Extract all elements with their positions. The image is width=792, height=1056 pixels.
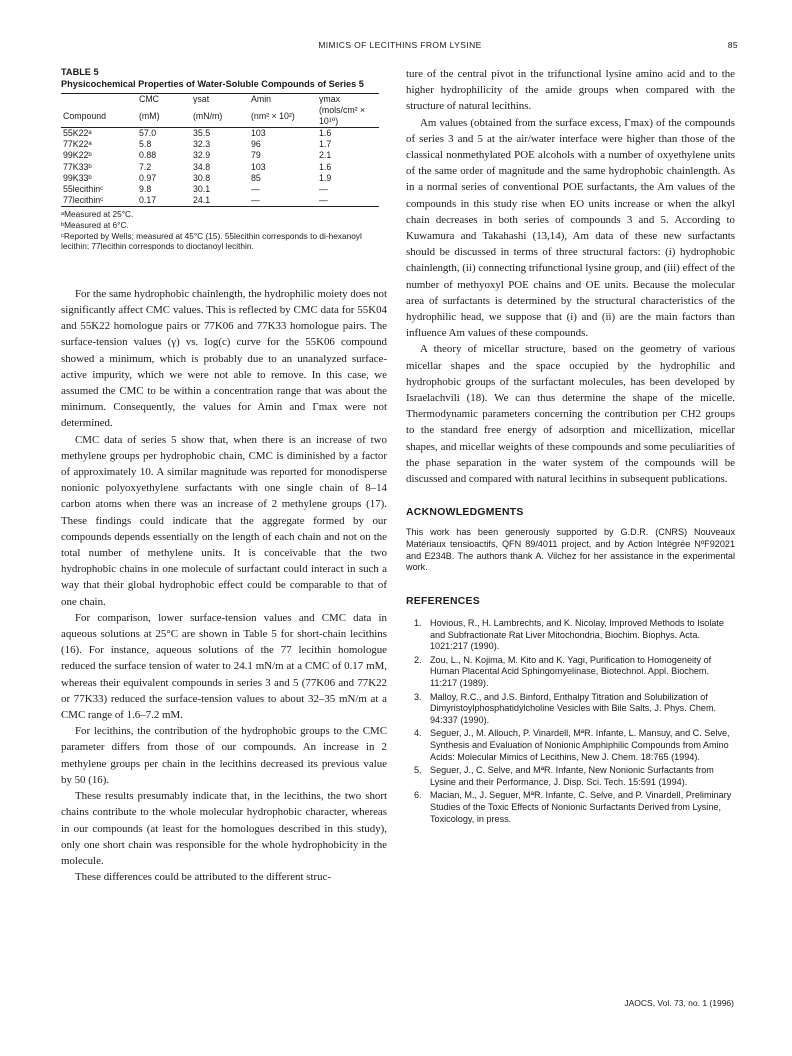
reference-number: 5. (414, 765, 422, 776)
value-cell: — (319, 184, 328, 195)
table-note: ᶜReported by Wells; measured at 45°C (15). 55lecithin corresponds to di-hexanoyl lecithin; 77lecithin corresponds to dioctanoyl lecithin. (61, 230, 362, 252)
value-cell: 30.1 (193, 184, 211, 195)
table-row (61, 128, 379, 140)
header-cell: CMC (139, 94, 160, 104)
value-cell: — (251, 195, 260, 206)
compound-cell: 77K33ᵇ (63, 161, 92, 172)
table-body (61, 128, 379, 207)
reference-number: 4. (414, 728, 422, 739)
acknowledgments-heading: ACKNOWLEDGMENTS (406, 507, 524, 519)
body-paragraph: For comparison, lower surface-tension values and CMC data in aqueous solutions at 25°C are shown in Table 5 for short-chain lecithins (16). For instance, aqueous solutions of the 77 lecithin homologue reduced the surface tension of water to 24.1 mN/m at a CMC of 0.17 mM, whereas their equivalent compounds in series 3 and 5 (77K06 and 77K22 or 77K33) reduced the surface-tension values to about 32–35 mN/m at a CMC range of 1.6–7.2 mM. (61, 611, 387, 722)
table-title: Physicochemical Properties of Water-Soluble Compounds of Series 5 (61, 79, 364, 89)
table-row (61, 173, 379, 184)
reference-number: 3. (414, 691, 422, 702)
reference-text: Macian, M., J. Seguer, MªR. Infante, C. Selve, and P. Vinardell, Preliminary Studies of the Toxic Effects of Nonionic Surfactants Derived from Lysine, Toxicology, in press. (430, 790, 732, 824)
header-cell: γmax (319, 94, 341, 104)
value-cell: 2.1 (319, 150, 332, 161)
body-paragraph: These differences could be attributed to the different struc- (75, 871, 332, 884)
value-cell: 0.97 (139, 172, 157, 183)
header-cell: Amin (251, 94, 272, 104)
header-cell: Compound (63, 110, 107, 121)
table-header-row (61, 94, 379, 106)
value-cell: 9.8 (139, 184, 152, 195)
reference-item (406, 765, 735, 788)
reference-text: Seguer, J., C. Selve, and MªR. Infante, New Nonionic Surfactants from Lysine and their Performance, J. Disp. Sci. Tech. 15:591 (1994). (430, 765, 714, 787)
body-paragraph: CMC data of series 5 show that, when there is an increase of two methylene groups per hydrophobic chain, CMC is diminished by a factor of approximately 10. A similar magnitude was reported for monodisperse nonionic polyoxyethylene surfactants with one single chain of 8–14 carbon atoms when there was an increase of 2 methylene groups (17). These findings could indicate that the aggregate formed by our compounds depends essentially on the length of each chain and not on the total number of methylene units. It is conceivable that the two hydrophobic chains in one molecule of surfactant could interact in such a way that their global hydrophobic effect could be comparable to that of one chain. (61, 433, 387, 608)
value-cell: 32.9 (193, 150, 211, 161)
reference-text: Hovious, R., H. Lambrechts, and K. Nicolay, Improved Methods to Isolate and Subfractionate Rat Liver Mitochondria, Biochim. Biophys. Acta. 1021:217 (1990). (430, 618, 724, 652)
table-note: ᵃMeasured at 25°C. (61, 209, 134, 220)
table-row (61, 195, 379, 207)
table-row (61, 150, 379, 161)
properties-table (61, 93, 379, 207)
right-column (406, 66, 735, 827)
header-cell: (mols/cm² × 10¹⁰) (319, 105, 366, 126)
body-paragraph: For the same hydrophobic chainlength, the hydrophilic moiety does not significantly affect CMC values. This is reflected by CMC data for 55K04 and 55K22 homologue pairs or 77K06 and 77K33 homologue pairs. The surface-tension values (γ) vs. log(c) curve for the 55K06 compound showed a minimum, which is probably due to an unanalyzed surface-active impurity, which we were not able to remove. In this case, we assumed the CMC to be within a concentration range that was about the minimum. Consequently, the values for Amin and Γmax were not determined. (61, 287, 387, 430)
body-paragraph: For lecithins, the contribution of the hydrophobic groups to the CMC parameter differs from those of our compounds. An increase in 2 methylene groups per chain in the lecithins decreased its previous value by 50 (16). (61, 725, 387, 786)
table-header-row (61, 105, 379, 128)
body-paragraph: Am values (obtained from the surface excess, Γmax) of the compounds of series 3 and 5 at the air/water interface were higher than those of the classical nonmethylated POE alcohols with a number of oxyethylene units of the same order of magnitude and the same hydrophobic chainlength. As in a normal series of conventional POE surfactants, the Am values of the compounds in this study rise when EO units increase or when the alkyl chain decreases in both series of compounds 3 and 5. According to Kuwamura and Takahashi (13,14), Am data of these new surfactants should be discussed in terms of three structural factors: (i) hydrophobic chainlength, (ii) connecting trifunctional lysine group, and (iii) effect of the number of methyoxyl POE chains and OE units. Because the molecular area of surfactants is determined by the structural characteristics of the hydrophilic head, we suppose that (i) and (ii) are the main factors than influence Am values of these compounds. (406, 116, 735, 340)
reference-item (406, 692, 735, 727)
header-cell (61, 94, 137, 106)
reference-text: Malloy, R.C., and J.S. Binford, Enthalpy Titration and Solubilization of Dimyristoylphosphatidylcholine Vesicles with Bile Salts, J. Phys. Chem. 94:337 (1990). (430, 691, 717, 725)
header-cell: γsat (193, 94, 210, 104)
reference-list (406, 618, 735, 825)
table-row (61, 139, 379, 150)
value-cell: 30.8 (193, 172, 211, 183)
reference-item (406, 655, 735, 690)
table-notes (61, 209, 387, 251)
reference-number: 1. (414, 618, 422, 629)
header-cell: (mN/m) (193, 110, 223, 121)
references-heading: REFERENCES (406, 595, 481, 607)
table-row (61, 184, 379, 195)
acknowledgments-text: This work has been generously supported by G.D.R. (CNRS) Nouveaux Matériaux tensioactifs, QFN 89/4011 project, and by Action Intégrée NºF92021 and E234B. The authors thank A. Vilchez for her assistance in the experimental work. (406, 527, 735, 573)
value-cell: 5.8 (139, 139, 152, 150)
value-cell: 35.5 (193, 128, 211, 138)
compound-cell: 55K22ᵃ (63, 128, 92, 138)
value-cell: 1.6 (319, 161, 332, 172)
value-cell: 1.9 (319, 172, 332, 183)
value-cell: 96 (251, 139, 261, 150)
left-column (61, 66, 387, 885)
journal-footer: JAOCS, Vol. 73, no. 1 (1996) (624, 998, 734, 1008)
page-number: 85 (727, 40, 738, 50)
reference-text: Seguer, J., M. Allouch, P. Vinardell, MªR. Infante, L. Mansuy, and C. Selve, Synthesis and Evaluation of Nonionic Amphiphilic Compounds from Amino Acids: Molecular Mimics of Lecithins, New J. Chem. 18:765 (1994). (430, 728, 730, 762)
compound-cell: 99K33ᵇ (63, 172, 92, 183)
value-cell: 1.7 (319, 139, 332, 150)
value-cell: 103 (251, 161, 266, 172)
reference-item (406, 618, 735, 653)
reference-text: Zou, L., N. Kojima, M. Kito and K. Yagi, Purification to Homogeneity of Human Placental Acid Sphingomyelinase, Biotechnol. Appl. Biochem. 11:217 (1989). (430, 654, 712, 689)
value-cell: 1.6 (319, 128, 332, 138)
value-cell: 0.17 (139, 195, 157, 206)
value-cell: 57.0 (139, 128, 157, 138)
compound-cell: 77lecithinᶜ (63, 195, 104, 206)
table-note: ᵇMeasured at 6°C. (61, 220, 129, 231)
body-paragraph: ture of the central pivot in the trifunctional lysine amino acid and to the higher hydrophilicity of the amide groups when compared with the structure of natural lecithins. (406, 68, 735, 113)
value-cell: — (251, 184, 260, 195)
reference-item (406, 790, 735, 825)
reference-number: 2. (414, 654, 422, 665)
value-cell: 85 (251, 172, 261, 183)
compound-cell: 99K22ᵇ (63, 150, 92, 161)
value-cell: — (319, 195, 328, 206)
value-cell: 24.1 (193, 195, 211, 206)
value-cell: 103 (251, 128, 266, 138)
compound-cell: 55lecithinᶜ (63, 184, 104, 195)
body-paragraph: These results presumably indicate that, in the lecithins, the two short chains contribute to the whole molecular hydrophobic character, whereas in our compounds (at least for the homologues described in this study), only one short chain was responsible for the whole hydrophobicity in the molecule. (61, 790, 387, 867)
compound-cell: 77K22ᵃ (63, 139, 92, 150)
table-label: TABLE 5 (61, 67, 99, 77)
running-head-title: MIMICS OF LECITHINS FROM LYSINE (318, 40, 482, 50)
value-cell: 7.2 (139, 161, 152, 172)
reference-item (406, 728, 735, 763)
value-cell: 0.88 (139, 150, 157, 161)
header-cell: (nm² × 10²) (251, 110, 295, 121)
header-cell: (mM) (139, 110, 160, 121)
value-cell: 79 (251, 150, 261, 161)
table-row (61, 162, 379, 173)
reference-number: 6. (414, 790, 422, 801)
body-paragraph: A theory of micellar structure, based on the geometry of various micellar shapes and the space occupied by the hydrophilic and hydrophobic groups of the surfactant molecules, has been developed by Israelachvili (18). We can thus determine the shape of the micelle. Thermodynamic parameters concerning the contribution per CH2 groups to the standard free energy of adsorption and micellization, micellar shapes, and micellar weights of these compounds and some peculiarities of the phase separation in the water system of the compounds will be discussed and compared with natural lecithins in subsequent publications. (406, 343, 735, 486)
value-cell: 34.8 (193, 161, 211, 172)
value-cell: 32.3 (193, 139, 211, 150)
